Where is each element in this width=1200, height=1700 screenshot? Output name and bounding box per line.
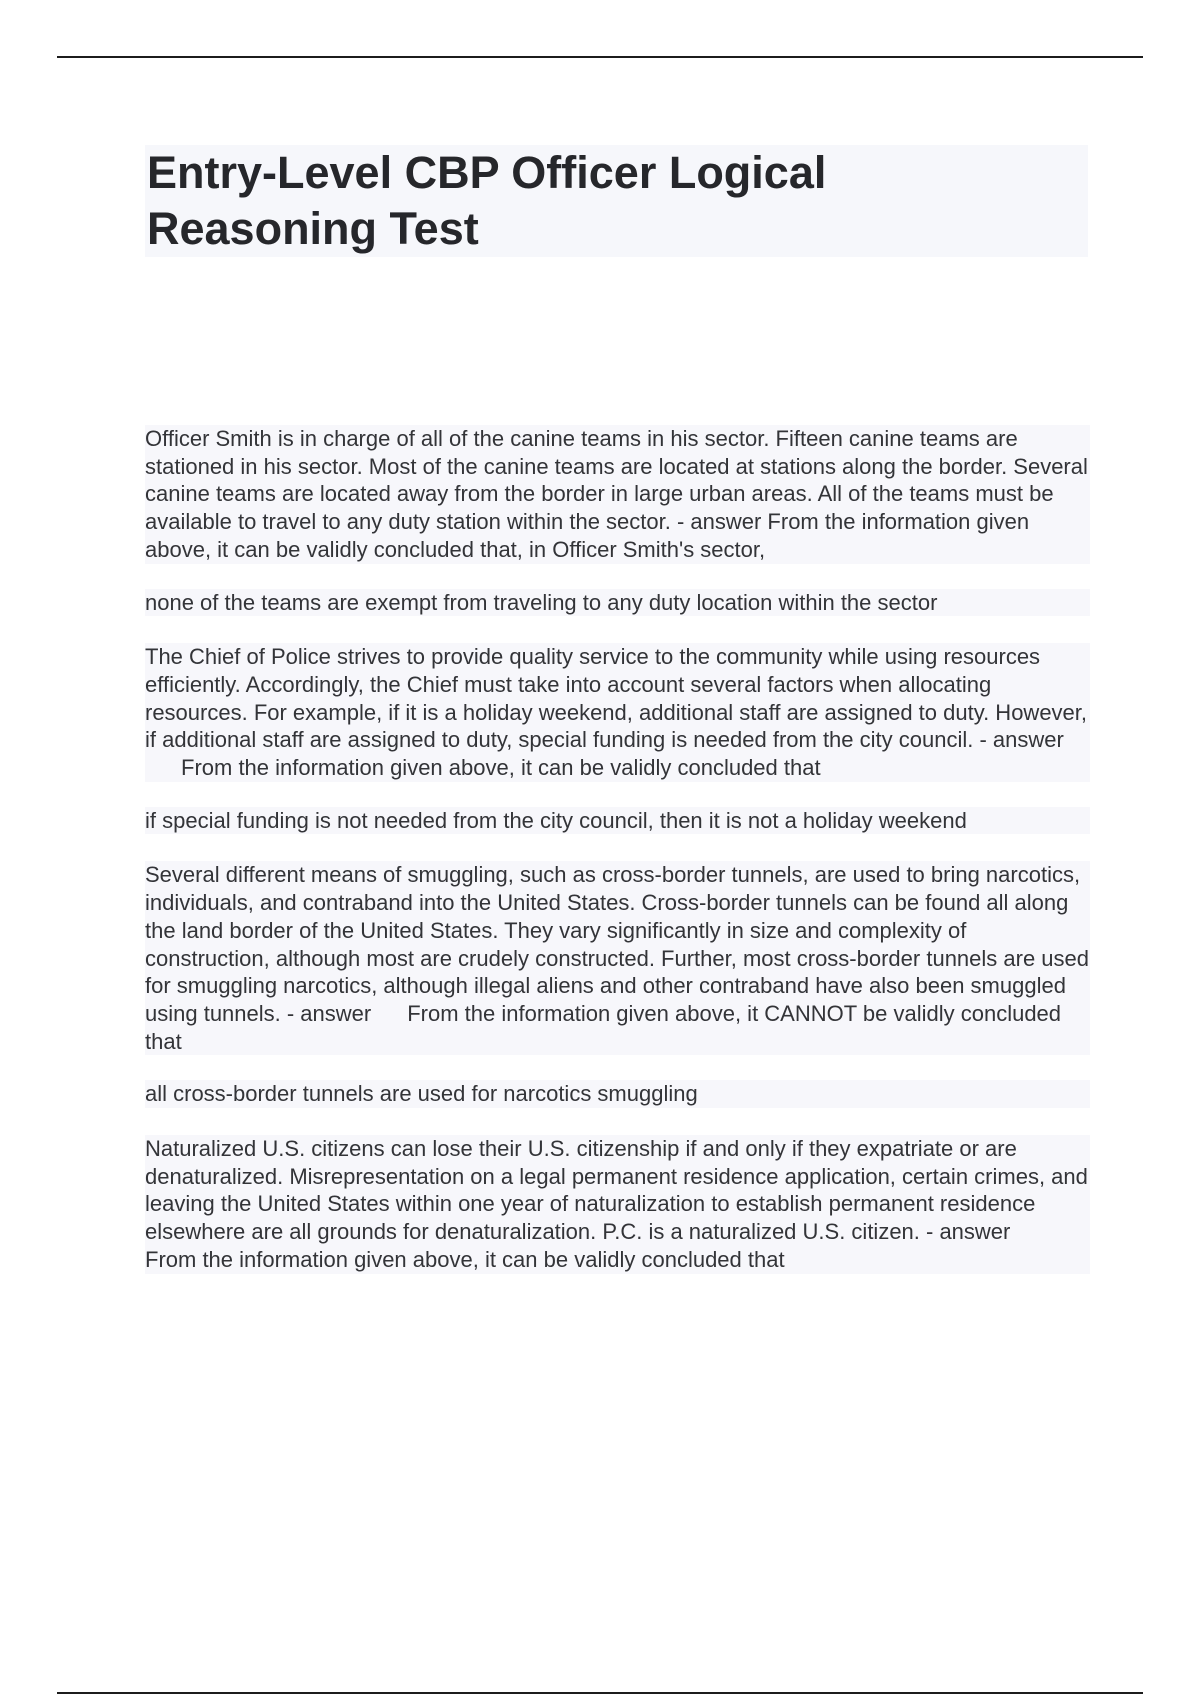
answer-2: if special funding is not needed from the city council, then it is not a holiday weekend [145, 807, 1090, 835]
question-4-text: Naturalized U.S. citizens can lose their U.S. citizenship if and only if they expatriate or are denaturalized. Misrepresentation on a legal permanent residence application, certain crimes, and leaving the United States within one year of naturalization to establish permanent residence elsewhere are all grounds for denaturalization. P.C. is a naturalized U.S. citizen. - answer [145, 1136, 1088, 1245]
question-4-prompt: From the information given above, it can be validly concluded that [145, 1246, 785, 1272]
question-4 [145, 1135, 1090, 1274]
question-3 [145, 861, 1090, 1055]
title-block [145, 145, 1088, 257]
document-title: Entry-Level CBP Officer Logical Reasoning Test [147, 147, 827, 254]
question-3-prompt: From the information given above, it CANNOT be validly concluded that [145, 1000, 1062, 1054]
bottom-rule [57, 1692, 1143, 1694]
question-2 [145, 643, 1090, 782]
question-2-prompt: From the information given above, it can be validly concluded that [181, 755, 821, 781]
question-2-text: The Chief of Police strives to provide quality service to the community while using resources efficiently. Accordingly, the Chief must take into account several factors when allocating resources. For example, if it is a holiday weekend, additional staff are assigned to duty. However, if additional staff are assigned to duty, special funding is needed from the city council. - answer [145, 644, 1088, 753]
question-3-text: Several different means of smuggling, such as cross-border tunnels, are used to bring narcotics, individuals, and contraband into the United States. Cross-border tunnels can be found all along the land border of the United States. They vary significantly in size and complexity of construction, although most are crudely constructed. Further, most cross-border tunnels are used for smuggling narcotics, although illegal aliens and other contraband have also been smuggled using tunnels. - answer [145, 862, 1090, 1026]
document-body [145, 425, 1090, 1299]
question-1: Officer Smith is in charge of all of the canine teams in his sector. Fifteen canine teams are stationed in his sector. Most of the canine teams are located at stations along the border. Several canine teams are located away from the border in large urban areas. All of the teams must be available to travel to any duty station within the sector. - answer From the information given above, it can be validly concluded that, in Officer Smith's sector, [145, 425, 1090, 564]
top-rule [57, 56, 1143, 58]
answer-3: all cross-border tunnels are used for narcotics smuggling [145, 1080, 1090, 1108]
answer-1: none of the teams are exempt from traveling to any duty location within the sector [145, 589, 1090, 617]
